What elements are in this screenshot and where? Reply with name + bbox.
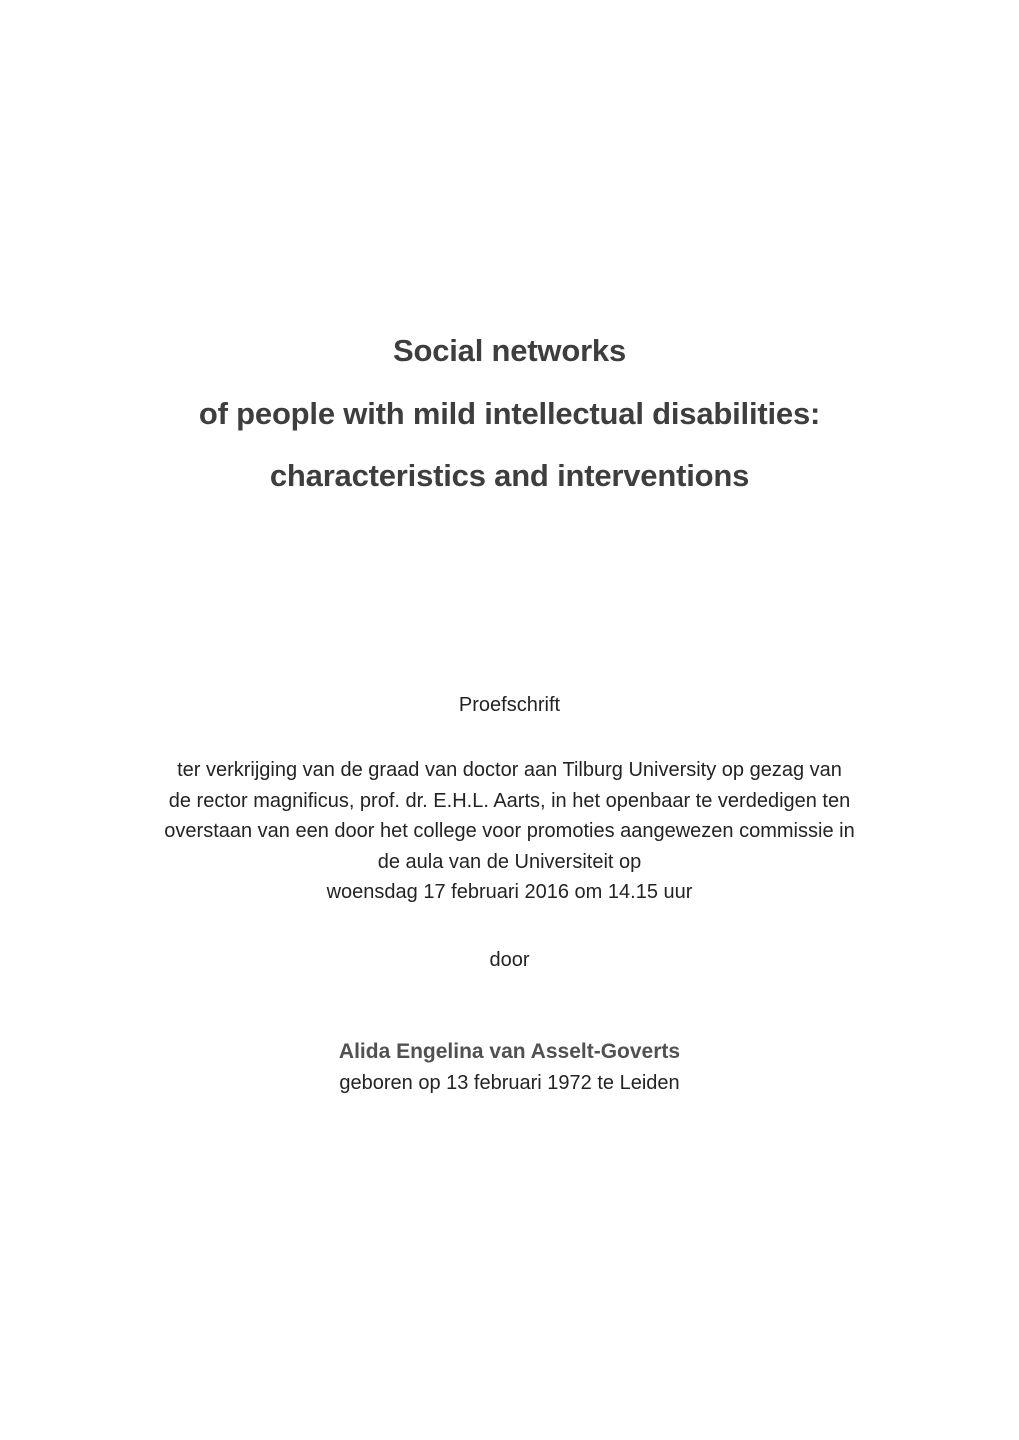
title-line-3: characteristics and interventions	[269, 458, 750, 493]
promotion-line-5: woensdag 17 februari 2016 om 14.15 uur	[326, 881, 693, 903]
author-birth-line: geboren op 13 februari 1972 te Leiden	[339, 1071, 680, 1094]
author-name: Alida Engelina van Asselt-Goverts	[338, 1040, 681, 1063]
promotion-line-3: overstaan van een door het college voor promoties aangewezen commissie in	[164, 820, 855, 842]
door-label: door	[489, 949, 530, 971]
promotion-line-1: ter verkrijging van de graad van doctor aan Tilburg University op gezag van	[177, 759, 842, 781]
thesis-title	[0, 320, 1019, 508]
promotion-line-2: de rector magnificus, prof. dr. E.H.L. Aarts, in het openbaar te verdedigen ten	[168, 789, 851, 812]
proefschrift-label: Proefschrift	[458, 694, 561, 716]
author-block	[0, 1037, 1019, 1098]
promotion-line-4: de aula van de Universiteit op	[377, 850, 642, 873]
promotion-statement	[0, 755, 1019, 908]
title-line-1: Social networks	[392, 333, 627, 368]
title-line-2: of people with mild intellectual disabilities:	[198, 395, 821, 431]
